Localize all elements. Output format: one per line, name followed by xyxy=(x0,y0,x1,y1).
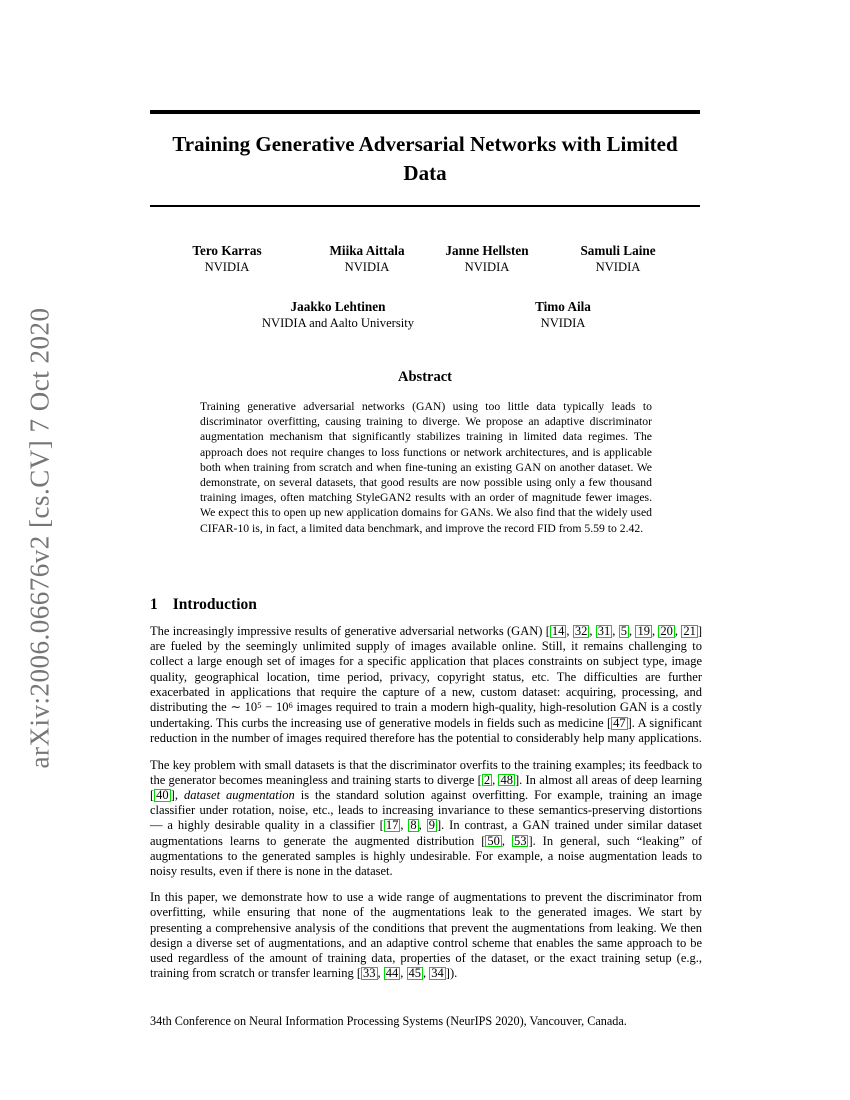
introduction-body xyxy=(150,624,702,992)
citation-link[interactable]: 40 xyxy=(156,788,169,803)
text-run: , xyxy=(674,624,682,638)
citation-link[interactable]: 44 xyxy=(385,966,399,981)
text-run: ]. In almost all areas of deep learning [ xyxy=(150,772,702,803)
text-run: ]. In general, such “leaking” of augmentations to the generated samples is highly undesirable. For example, a noise augmentation leads to noisy results, even if there is none in the dataset. xyxy=(150,833,702,879)
citation-link[interactable]: 20 xyxy=(660,624,673,638)
text-run: , xyxy=(589,624,596,638)
title-rule-top xyxy=(150,110,700,114)
author-affiliation: NVIDIA xyxy=(464,260,510,274)
text-run: ]). xyxy=(445,966,458,981)
abstract-heading: Abstract xyxy=(398,369,452,385)
emphasis-text: dataset augmentation xyxy=(183,788,295,803)
abstract-text: Training generative adversarial networks (GAN) using too little data typically leads to discriminator overfitting, causing training to diverge. We propose an adaptive discriminator augmentation mechanism that significantly stabilizes training in limited data regimes. The approach does not require changes to loss functions or network architectures, and is applicable both when training from scratch and when fine-tuning an existing GAN on another dataset. We demonstrate, on several datasets, that good results are now possible using only a few thousand training images, often matching StyleGAN2 results with an order of magnitude fewer images. We expect this to open up new application domains for GANs. We also find that the widely used CIFAR-10 is, in fact, a limited data benchmark, and improve the record FID from 5.59 to 2.42. xyxy=(200,400,652,535)
author-block-tero-karras xyxy=(192,243,261,275)
citation-link[interactable]: 50 xyxy=(487,833,500,848)
citation-link[interactable]: 21 xyxy=(683,624,696,638)
section-title: Introduction xyxy=(172,596,257,613)
author-affiliation: NVIDIA xyxy=(540,316,586,330)
author-name: Janne Hellsten xyxy=(445,243,529,258)
text-run: , xyxy=(418,818,427,833)
text-run: ] are fueled by the seemingly unlimited supply of images available online. Still, it remains challenging to collect a large enough set of images for a specific application that places constraints on subject type, image quality, geographical location, time period, privacy, copyright status, etc. The difficulties are further exacerbated in applications that require the capture of a new, custom dataset: acquiring, processing, and distributing the ∼ 10 xyxy=(150,624,703,715)
citation-link[interactable]: 5 xyxy=(620,624,627,638)
text-run: is the standard solution against overfitting. For example, training an image classifier under rotation, noise, etc., leads to increasing invariance to these semantics-preserving distortions — a highly desirable quality in a classifier [ xyxy=(150,788,702,833)
text-run: , xyxy=(651,624,659,638)
text-run: , xyxy=(501,833,512,848)
author-block-timo-aila xyxy=(535,299,591,331)
text-run: The increasingly impressive results of generative adversarial networks (GAN) [ xyxy=(150,624,550,638)
arxiv-stamp: arXiv:2006.06676v2 [cs.CV] 7 Oct 2020 xyxy=(24,307,55,769)
author-affiliation: NVIDIA xyxy=(595,260,641,274)
author-affiliation: NVIDIA xyxy=(344,260,390,274)
citation-link[interactable]: 14 xyxy=(551,624,565,638)
citation-link[interactable]: 32 xyxy=(574,624,588,638)
text-run: , xyxy=(492,772,499,787)
author-block-samuli-laine xyxy=(580,243,655,275)
citation-link[interactable]: 45 xyxy=(408,966,422,981)
citation-link[interactable]: 34 xyxy=(431,966,444,981)
author-block-jaakko-lehtinen xyxy=(262,299,414,331)
paragraph xyxy=(150,890,702,981)
author-name: Miika Aittala xyxy=(329,243,405,258)
citation-link[interactable]: 17 xyxy=(385,818,399,833)
text-run: , xyxy=(566,624,573,638)
text-run: ]. A significant reduction in the number of images required therefore has the potential to considerably help many applications. xyxy=(150,716,702,746)
author-block-miika-aittala xyxy=(329,243,404,275)
citation-link[interactable]: 8 xyxy=(410,818,417,833)
text-run: images required to train a modern high-quality, high-resolution GAN is a costly undertaking. This curbs the increasing use of generative models in fields such as medicine [ xyxy=(150,700,702,731)
footer-note: 34th Conference on Neural Information Processing Systems (NeurIPS 2020), Vancouver, Canada. xyxy=(150,1014,627,1028)
author-affiliation: NVIDIA xyxy=(204,260,250,274)
citation-link[interactable]: 19 xyxy=(637,624,650,638)
citation-link[interactable]: 47 xyxy=(613,716,626,731)
text-run: , xyxy=(629,624,636,638)
paragraph xyxy=(150,758,702,880)
citation-link[interactable]: 48 xyxy=(500,772,513,787)
text-run: In this paper, we demonstrate how to use a wide range of augmentations to prevent the discriminator from overfitting, while ensuring that none of the augmentations leak to the generated images. We start by presenting a comprehensive analysis of the conditions that prevent the augmentations from leaking. We then design a diverse set of augmentations, and an adaptive control scheme that enables the same approach to be used regardless of the amount of training data, properties of the dataset, or the exact training setup (e.g., training from scratch or transfer learning [ xyxy=(150,890,702,981)
paper-title-text: Training Generative Adversarial Networks with Limited Data xyxy=(172,132,678,185)
text-run: , xyxy=(377,966,384,981)
citation-link[interactable]: 2 xyxy=(483,772,491,787)
text-run: , xyxy=(400,818,409,833)
paragraph xyxy=(150,624,702,747)
author-name: Jaakko Lehtinen xyxy=(290,299,386,314)
author-affiliation: NVIDIA and Aalto University xyxy=(261,316,415,330)
superscript-text: 6 xyxy=(288,699,293,710)
superscript-text: 5 xyxy=(257,699,262,710)
text-run: − 10 xyxy=(261,700,289,715)
section-heading xyxy=(150,596,257,614)
text-run: ], xyxy=(170,788,184,803)
text-run: , xyxy=(423,966,430,981)
text-run: ]. In contrast, a GAN trained under similar dataset augmentations learns to generate the augmented distribution [ xyxy=(150,818,703,848)
author-name: Samuli Laine xyxy=(580,243,656,258)
author-block-janne-hellsten xyxy=(445,243,528,275)
author-name: Timo Aila xyxy=(535,299,591,314)
citation-link[interactable]: 33 xyxy=(363,966,376,981)
citation-link[interactable]: 9 xyxy=(428,818,435,833)
citation-link[interactable]: 53 xyxy=(513,833,527,848)
text-run: , xyxy=(400,966,407,981)
citation-link[interactable]: 31 xyxy=(597,624,611,638)
title-rule-bottom xyxy=(150,205,700,207)
text-run: , xyxy=(612,624,619,638)
section-number: 1 xyxy=(150,596,158,613)
paper-title xyxy=(150,130,700,188)
text-run: The key problem with small datasets is that the discriminator overfits to the training examples; its feedback to the generator becomes meaningless and training starts to diverge [ xyxy=(150,757,702,787)
author-name: Tero Karras xyxy=(192,243,262,258)
